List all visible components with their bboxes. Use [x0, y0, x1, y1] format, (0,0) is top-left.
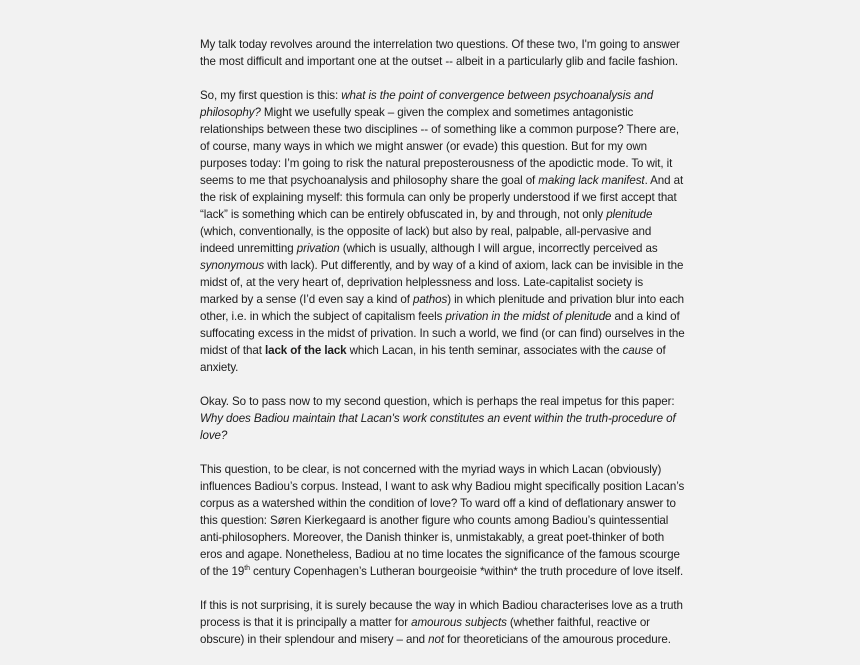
text-line: process is that it is principally a matter for amourous subjects (whether faithful, reactive or — [200, 616, 650, 629]
text-line: other, i.e. in which the subject of capitalism feels privation in the midst of plenitude and a kind of — [200, 310, 680, 323]
text-line: marked by a sense (I’d even say a kind of pathos) in which plenitude and privation blur into each — [200, 293, 684, 306]
text-line: (which, conventionally, is the opposite of lack) but also by real, palpable, all-pervasive and — [200, 225, 652, 238]
text-line: midst of that lack of the lack which Lacan, in his tenth seminar, associates with the cause of — [200, 344, 666, 357]
text-line: indeed unremitting privation (which is usually, although I will argue, incorrectly perceived as — [200, 242, 658, 255]
text-line: Why does Badiou maintain that Lacan's work constitutes an event within the truth-procedure of — [200, 412, 676, 425]
text-line: midst of, at the very heart of, deprivation helplessness and loss. Late-capitalist society is — [200, 276, 644, 289]
text-line: If this is not surprising, it is surely because the way in which Badiou characterises love as a truth — [200, 599, 683, 612]
text-line: seems to me that psychoanalysis and philosophy share the goal of making lack manifest. And at — [200, 174, 684, 187]
text-line: So, my first question is this: what is the point of convergence between psychoanalysis and — [200, 89, 654, 102]
text-line: influences Badiou’s corpus. Instead, I want to ask why Badiou might specifically position Lacan’s — [200, 480, 685, 493]
paragraph-2 — [200, 87, 685, 376]
paragraph-5 — [200, 597, 683, 648]
text-line: of course, many ways in which we might answer (or evade) this question. But for my own — [200, 140, 647, 153]
paragraph-1 — [200, 36, 680, 70]
text-line: relationships between these two disciplines -- of something like a common purpose? There are, — [200, 123, 679, 136]
text-line: corpus as a watershed within the condition of love? To ward off a kind of deflationary answer to — [200, 497, 676, 510]
text-line: synonymous with lack). Put differently, and by way of a kind of axiom, lack can be invisible in the — [200, 259, 684, 272]
text-line: My talk today revolves around the interrelation two questions. Of these two, I'm going to answer — [200, 38, 680, 51]
paragraph-4 — [200, 461, 685, 580]
text-line: This question, to be clear, is not concerned with the myriad ways in which Lacan (obviously) — [200, 463, 662, 476]
text-line: eros and agape. Nonetheless, Badiou at no time locates the significance of the famous scourge — [200, 548, 680, 561]
text-line: philosophy? Might we usefully speak – given the complex and sometimes antagonistic — [200, 106, 634, 119]
paragraph-3 — [200, 393, 676, 444]
text-line: anti-philosophers. Moreover, the Danish thinker is, unmistakably, a great poet-thinker of both — [200, 531, 665, 544]
text-line: purposes today: I’m going to risk the natural preposterousness of the apodictic mode. To wit, it — [200, 157, 673, 170]
text-line: obscure) in their splendour and misery – and not for theoreticians of the amourous procedure. — [200, 633, 671, 646]
text-line: love? — [200, 429, 228, 442]
text-line: Okay. So to pass now to my second question, which is perhaps the real impetus for this paper: — [200, 395, 675, 408]
text-line: “lack” is something which can be entirely obfuscated in, by and through, not only plenitude — [200, 208, 653, 221]
text-line: of the 19th century Copenhagen’s Lutheran bourgeoisie *within* the truth procedure of love itself. — [200, 565, 684, 578]
text-line: the risk of explaining myself: this formula can only be properly understood if we first accept that — [200, 191, 677, 204]
document-body — [200, 36, 685, 665]
text-line: anxiety. — [200, 361, 239, 374]
text-line: suffocating excess in the midst of privation. In such a world, we find (or can find) ourselves in the — [200, 327, 685, 340]
text-line: the most difficult and important one at the outset -- albeit in a particularly glib and facile fashion. — [200, 55, 678, 68]
text-line: this question: Søren Kierkegaard is another figure who counts among Badiou’s quintessential — [200, 514, 669, 527]
